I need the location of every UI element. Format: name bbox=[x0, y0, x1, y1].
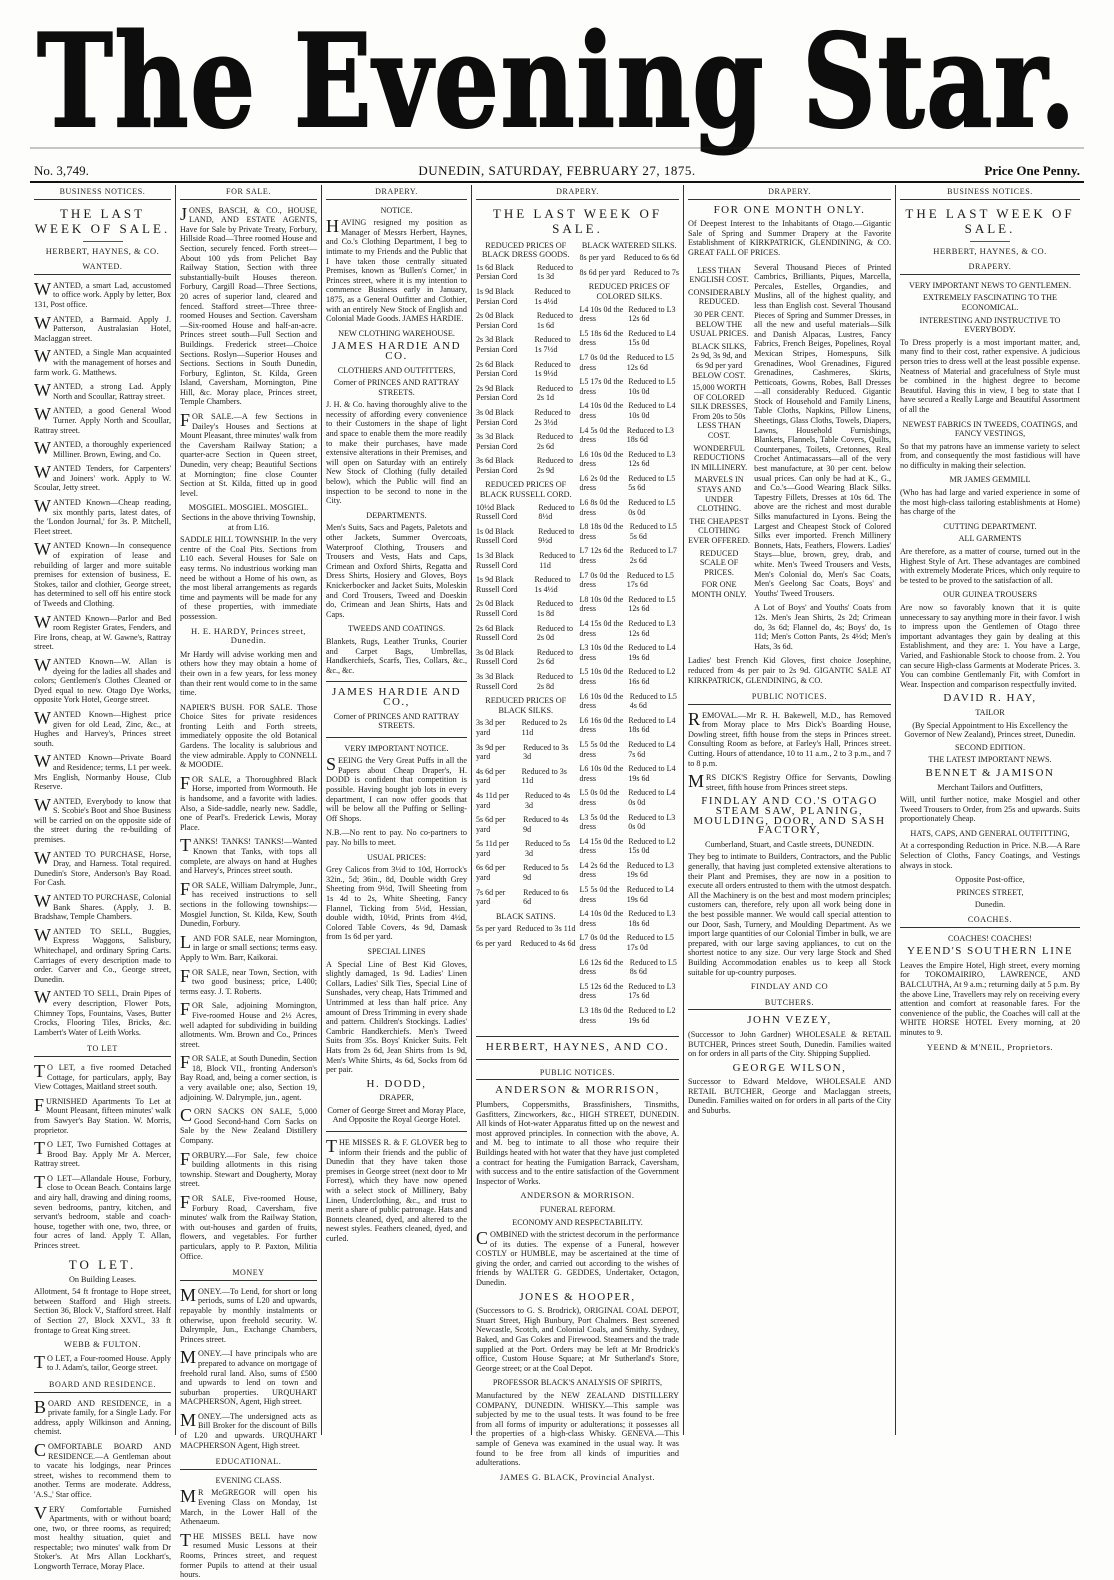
price-row: 3s 0d Black Persian Cord Reduced to 2s 3½d bbox=[476, 407, 571, 427]
sale-side-labels bbox=[688, 263, 750, 657]
price-row: L4 2s 6d the dress Reduced to L3 19s 6d bbox=[579, 860, 674, 880]
firm-name: ANDERSON & MORRISON, bbox=[495, 1084, 660, 1097]
subhead: PROFESSOR BLACK'S ANALYSIS OF SPIRITS, bbox=[492, 1378, 663, 1388]
classified-ad: REMOVAL.—Mr R. H. Bakewell, M.D., has Removed from Moray place to Mrs Dick's Boarding House, Dowling street, fifth house from the steps in Princes street. Consulting Room as before, at Farley's Hall, Princes street. Cutting. Hours of attendance, 10 to 11 a.m., 2 to 3 p.m., and 7 to 8 p.m. bbox=[688, 708, 891, 768]
classified-ad: VERY Comfortable Furnished Apartments, with or without board; one, two, or three rooms, as required; most healthy situation, quiet and respectable; two minutes' walk from Dr Stoker's. At Mrs Allan Lockhart's, Longworth Terrace, Moray Place. bbox=[34, 1502, 171, 1572]
subhead: SECOND EDITION. bbox=[954, 742, 1026, 752]
firm-name: JONES & HOOPER, bbox=[519, 1290, 636, 1303]
price-row: L4 5s 0d the dress Reduced to L3 18s 6d bbox=[579, 425, 674, 445]
sale-columns bbox=[688, 263, 891, 657]
ad-body: Are now so favorably known that it is quite unnecessary to say anything more in their favor. I wish to impress upon the Gentlemen of Otago three important advantages they gain by dealing at this Establishment, and they are: 1. You have a Large, Varied, and Fashionable Stock to choose from. 2. You can secure High-class Garments at Moderate Prices. 3. You can combine Gentlemanly Fit, with Comfort in Wear. Inspection and comparison respectfully invited. bbox=[900, 603, 1080, 689]
classified-ad: WANTED TO SELL, Buggies, Express Waggons, Salisbury, Whitechapel, and ordinary Spring Carts. Carriages of every description made to order. Carver and Co., George street, Dunedin. bbox=[34, 924, 171, 984]
section-header: DRAPERY. bbox=[476, 185, 679, 200]
classified-ad: MOSGIEL. MOSGIEL. MOSGIEL. Sections in the above thriving Township, at from L16. bbox=[181, 503, 316, 532]
classified-ad: FOR SALE, a Thoroughbred Black Horse, imported from Wormouth. He is handsome, and a favorite with ladies. Also, a Side-saddle, nearly new. Saddle, one of Pearl's. Frederick Lewis, Moray Place. bbox=[180, 772, 317, 832]
price-row: L7 0s 0d the dress Reduced to L5 17s 6d bbox=[579, 570, 674, 590]
ad-intro: Of Deepest Interest to the Inhabitants of Otago.—Gigantic Sale of Spring and Summer Drapery at the Favorite Establishment of KIRKPATRICK, GLENDINING, & CO. GREAT FALL OF PRICES. bbox=[688, 219, 891, 257]
price-row: L8 10s 0d the dress Reduced to L5 12s 6d bbox=[579, 594, 676, 614]
price-row: L5 5s 0d the dress Reduced to L4 19s 6d bbox=[579, 885, 674, 904]
subhead: THE LATEST IMPORTANT NEWS. bbox=[928, 755, 1052, 765]
price-row: L6 12s 6d the dress Reduced to L5 8s 6d bbox=[579, 957, 677, 977]
price-row: L4 10s 0d the dress Reduced to L3 12s 6d bbox=[579, 304, 676, 324]
classified-ad: SADDLE HILL TOWNSHIP. In the very centre of the Coal Pits. Sections from L10 each. Several Houses for Sale on easy terms. No industrious working man need be without a Home of his own, as the most liberal arrangements as regards time and payments will be made for any of these properties, with immediate possession. bbox=[180, 535, 317, 621]
sale-headline: THE LAST WEEK OF SALE. bbox=[34, 205, 171, 236]
price-row: 3s 9d per yard Reduced to 3s 3d bbox=[476, 742, 569, 762]
signoff: JAMES G. BLACK, Provincial Analyst. bbox=[499, 1471, 656, 1482]
section-header: BUSINESS NOTICES. bbox=[900, 185, 1080, 200]
price-row: 6s per yard Reduced to 4s 6d bbox=[476, 939, 576, 949]
price-column-left bbox=[476, 238, 576, 1031]
price-title: REDUCED PRICES OF BLACK SILKS. bbox=[485, 696, 567, 715]
price-row: L6 8s 0d the dress Reduced to L5 0s 0d bbox=[579, 498, 676, 517]
subhead: NEWEST FABRICS IN TWEEDS, COATINGS, and FANCY VESTINGS, bbox=[902, 419, 1078, 439]
publication-date: DUNEDIN, SATURDAY, FEBRUARY 27, 1875. bbox=[418, 163, 696, 178]
section-header: EDUCATIONAL. bbox=[180, 1455, 317, 1470]
subhead: OUR GUINEA TROUSERS bbox=[942, 590, 1037, 600]
column-business-notices-right bbox=[896, 185, 1084, 1435]
price-row: L5 17s 0d the dress Reduced to L5 10s 0d bbox=[579, 377, 676, 396]
price-column-right bbox=[580, 238, 680, 1031]
signoff: YEEND & M'NEIL, Proprietors. bbox=[926, 1041, 1054, 1052]
classified-ad: TO LET—Allandale House, Forbury, close to Ocean Beach. Contains large and airy hall, drawing and dining rooms, seven bedrooms, pantry, kitchen, and servant's bedroom, stable and coach-house, together with one, two, three, or four acres of land. Apply T. Allan, Princes street. bbox=[34, 1171, 171, 1251]
price-row: 1s 9d Black Persian Cord Reduced to 1s 4½d bbox=[476, 286, 571, 306]
firm-location: Corner of George Street and Moray Place, And Opposite the Royal George Hotel. bbox=[327, 1105, 466, 1125]
side-label: WONDERFUL REDUCTIONS IN MILLINERY. bbox=[690, 443, 748, 472]
price-row: L5 0s 0d the dress Reduced to L4 0s 0d bbox=[579, 788, 676, 807]
price-row: L8 18s 0d the dress Reduced to L5 5s 6d bbox=[579, 522, 677, 541]
price-row: L3 5s 0d the dress Reduced to L3 0s 0d bbox=[579, 812, 676, 832]
price-row: L5 18s 6d the dress Reduced to L4 15s 0d bbox=[579, 328, 676, 348]
classified-ad: Mr Hardy will advise working men and others how they may obtain a home of their own in a few years, for less money than their rent would come to in the same time. bbox=[180, 649, 317, 698]
firm-location: Cumberland, Stuart, and Castle streets, DUNEDIN. bbox=[705, 839, 874, 849]
subhead: MR JAMES GEMMILL bbox=[949, 475, 1031, 485]
classified-ad: FOR SALE, Five-roomed House, Forbury Road, Caversham, five minutes' walk from the Railway Station, with out-houses and garden of fruits, flowers, and vegetables. For further particulars, apply to P. Paxton, Militia Office. bbox=[180, 1192, 317, 1261]
divider bbox=[970, 241, 1010, 242]
sale-main-text bbox=[754, 263, 891, 657]
price-row: L5 5s 0d the dress Reduced to L4 7s 6d bbox=[579, 739, 676, 759]
column-drapery-hardie bbox=[322, 185, 472, 1435]
subhead: EVENING CLASS. bbox=[215, 1475, 282, 1485]
classified-ad: THE MISSES BELL have now resumed Music Lessons at their Rooms, Princes street, and request former Pupils to attend at their usual hours. bbox=[180, 1529, 317, 1580]
firm-subtitle: DRAPER, bbox=[379, 1093, 414, 1103]
issue-number: No. 3,749. bbox=[34, 163, 89, 178]
price-row: 2s 6d Black Persian Cord Reduced to 1s 9½d bbox=[476, 359, 571, 379]
side-label: CONSIDERABLY REDUCED. bbox=[688, 287, 751, 307]
classified-ad: BOARD AND RESIDENCE, in a private family, for a Single Lady. For address, apply Wilkinson and Anning, chemist. bbox=[34, 1396, 171, 1437]
price-row: 3s 6d Black Persian Cord Reduced to 2s 9d bbox=[476, 456, 574, 475]
classified-ad: FORBURY.—For Sale, few choice building allotments in this rising township. Stewart and Dougherty, Moray street. bbox=[180, 1148, 317, 1189]
side-label: LESS THAN ENGLISH COST. bbox=[689, 265, 749, 285]
section-header: DRAPERY. bbox=[688, 185, 891, 200]
price-row: L3 18s 0d the dress Reduced to L2 19s 6d bbox=[579, 1006, 676, 1025]
classified-ad: HAVING resigned my position as Manager of Messrs Herbert, Haynes, and Co.'s Clothing Department, I beg to intimate to my Friends and the Public that I have taken those centrally situated Premises, known as 'Bullen's Corner,' in Princes street, where it is my intention to commence Business early in January, 1875, as a General Outfitter and Clothier, with an entirely New Stock of English and Colonial Made Goods. JAMES HARDIE. bbox=[326, 216, 467, 324]
classified-ad: WANTED Known—Private Board and Residence; terms, L1 per week. Mrs English, Normanby House, Club Reserve. bbox=[34, 751, 171, 792]
svg-text:The Evening Star.: The Evening Star. bbox=[37, 7, 1077, 157]
signoff: H. E. HARDY, Princes street, Dunedin. bbox=[191, 625, 306, 646]
ad-body: At a corresponding Reduction in Price. N.B.—A Rare Selection of Cloths, Fancy Coatings, and Vestings always in stock. bbox=[900, 841, 1080, 870]
classified-ad: MRS DICK'S Registry Office for Servants, Dowling street, fifth house from Princes street steps. bbox=[688, 771, 891, 792]
sale-headline: THE LAST WEEK OF SALE. bbox=[905, 205, 1075, 236]
section-header: BUSINESS NOTICES. bbox=[34, 185, 171, 200]
ad-body: So that my patrons have an immense variety to select from, and consequently the most fastidious will have no difficulty in making their selection. bbox=[900, 441, 1080, 470]
price-row: L4 10s 0d the dress Reduced to L3 18s 6d bbox=[579, 909, 676, 928]
price-row: 6s 6d per yard Reduced to 5s 9d bbox=[476, 863, 569, 883]
ad-body: COMBINED with the strictest decorum in the performance of its duties. The expense of a Funeral, however COSTLY or HUMBLE, may be ascertained at the time of giving the order, and carried out according to the wishes of friends by WALTER G. GEDDES, Undertaker, Octagon, Dunedin. bbox=[476, 1228, 679, 1288]
subhead: USUAL PRICES: bbox=[366, 852, 427, 862]
price-row: 2s 9d Black Persian Cord Reduced to 2s 1d bbox=[476, 383, 574, 403]
classified-ad: TO LET, a five roomed Detached Cottage, for particulars, apply, Bay View Cottages, Maitland street south. bbox=[34, 1060, 171, 1092]
classified-ad: FOR SALE, William Dalrymple, Junr., has received instructions to sell sections in the following townships:—Mosgiel Junction, St. Kilda, Kew, South Dunedin, Forbury. bbox=[180, 878, 317, 929]
firm-location: PRINCES STREET, bbox=[956, 887, 1024, 897]
subhead: FUNERAL REFORM. bbox=[539, 1204, 616, 1214]
ad-body: They beg to intimate to Builders, Contractors, and the Public generally, that having just completed extensive alterations to their Plant and Premises, they are now in a position to execute all orders entrusted to them with the utmost despatch. All the Machinery is on the best and most modern principles; customers can, therefore, rely upon all work being done in the best possible manner. We would call special attention to our Door, Sash, Turnery, and Moulding Department. As we import large quantities of our Colonial Timber in bulk, we are prepared, with our large saving appliances, to cut on the shortest notice to any size. Our very large Stock and Shed Building Accommodation enables us to keep all Stock suitable for up-country purposes. bbox=[688, 852, 891, 977]
classified-ad: TO LET, a Four-roomed House. Apply to J. Adam's, tailor, George street. bbox=[34, 1351, 171, 1373]
subhead: INTERESTING AND INSTRUCTIVE TO EVERYBODY. bbox=[919, 315, 1061, 335]
subhead: ALL GARMENTS bbox=[958, 534, 1022, 544]
classified-ad: WANTED, a smart Lad, accustomed to office work. Apply by letter, Box 131, Post office. bbox=[34, 278, 171, 309]
classified-ad: MONEY.—The undersigned acts as Bill Broker for the discount of Bills of L20 and upwards. URQUHART MACPHERSON Agent, High street. bbox=[180, 1409, 317, 1450]
classified-ad: FOR SALE.—A few Sections in Dailey's Houses and Sections at Mount Pleasant, three minutes' walk from the Caversham Railway Station; a quarter-acre Section in Queen street, Dunedin, very cheap; Beautiful Sections at Mornington; fine close Counter Section at St. Kilda, fitted up in good level. bbox=[180, 410, 317, 498]
price-title: REDUCED PRICES OF BLACK DRESS GOODS. bbox=[481, 240, 570, 260]
firm-location: Corner of PRINCES AND RATTRAY STREETS. bbox=[333, 711, 460, 731]
subhead: TWEEDS AND COATINGS. bbox=[347, 624, 446, 634]
firm-name: HERBERT, HAYNES, AND CO. bbox=[485, 1041, 670, 1054]
side-label: 15,000 WORTH OF COLORED SILK DRESSES, From 20s to 50s LESS THAN COST. bbox=[690, 383, 748, 441]
firm-name: JOHN VEZEY, bbox=[747, 1014, 832, 1027]
price-row: 10½d Black Russell Cord Reduced to 8½d bbox=[476, 502, 575, 522]
subhead: DEPARTMENTS. bbox=[366, 510, 427, 520]
price-row: 2s 6d Black Russell Cord Reduced to 2s 0d bbox=[476, 623, 574, 643]
classified-ad: MONEY.—I have principals who are prepared to advance on mortgage of freehold rural land. Also, sums of £500 and upwards to lend on town and suburban properties. URQUHART MACPHERSON, Agent, High street. bbox=[180, 1347, 317, 1407]
leasing-text: Allotment, 54 ft frontage to Hope street, between Stafford and High streets. Section 36, Block V., Stafford street. Half of Section 27, Block XXVI., 33 ft frontage to Great King street. bbox=[34, 1287, 171, 1335]
product-list: Blankets, Rugs, Leather Trunks, Courier and Carpet Bags, Umbrellas, Handkerchiefs, Scarfs, Ties, Collars, &c., &c., &c. bbox=[326, 636, 467, 675]
classified-ad: FURNISHED Apartments To Let at Mount Pleasant, fifteen minutes' walk from Sawyer's Bay Station. W. Morris, proprietor. bbox=[34, 1094, 171, 1135]
section-header: BUTCHERS. bbox=[688, 996, 891, 1011]
signoff: HERBERT, HAYNES, & CO. bbox=[45, 245, 160, 256]
price-row: 3s 3d per yard Reduced to 2s 11d bbox=[476, 718, 567, 737]
classified-ad: WANTED, Everybody to know that S. Scobie's Boot and Shoe Business will be carried on on the opposite side of the street during the re-building of premises. bbox=[34, 794, 171, 845]
classified-ad: WANTED, a Barmaid. Apply J. Patterson, Australasian Hotel, Maclaggan street. bbox=[34, 312, 171, 343]
price-row: 3s 3d Black Russell Cord Reduced to 2s 8d bbox=[476, 671, 574, 691]
ad-body: To Dress properly is a most important matter, and, many find to their cost, rather expensive. A judicious person tries to dress well at the least possible expense. Neatness of Material and gracefulness of Style must be combined in the highest degree to become Beautiful. Having this in view, I beg to state that I have secured a Really Large and Beautiful Assortment of all the bbox=[900, 337, 1080, 414]
classified-ad: TANKS! TANKS! TANKS!—Wanted Known that Tanks, with tops all complete, are always on hand at Hughes and Harvey's, Princes street south. bbox=[180, 835, 317, 876]
side-label: BLACK SILKS, 2s 9d, 3s 9d, and 6s 9d per yard BELOW COST. bbox=[691, 341, 747, 380]
price-row: L7 0s 0d the dress Reduced to L5 17s 0d bbox=[579, 933, 674, 953]
classified-ad: FOR SALE, near Town, Section, with two good business; price, L400; terms easy. J. T. Roberts. bbox=[180, 965, 317, 996]
classified-ad: CORN SACKS ON SALE, 5,000 Good Second-hand Corn Sacks on Sale by the New Zealand Distillery Company. bbox=[180, 1105, 317, 1146]
notice-title: VERY IMPORTANT NOTICE. bbox=[344, 743, 449, 753]
firm-name: H. DODD, bbox=[366, 1077, 427, 1090]
ad-footer: Ladies' best French Kid Gloves, first choice Josephine, reduced from 4s per pair to 2s 9d. GIGANTIC SALE AT KIRKPATRICK, GLENDINING, & CO. bbox=[688, 656, 891, 685]
firm-subtitle: CLOTHIERS AND OUTFITTERS, bbox=[337, 365, 456, 375]
firm-name: DAVID R. HAY, bbox=[943, 692, 1037, 705]
firm-subtitle: TAILOR bbox=[975, 707, 1005, 717]
price-row: 5s 6d per yard Reduced to 4s 9d bbox=[476, 815, 569, 834]
ad-body: Plumbers, Coppersmiths, Brassfinishers, Tinsmiths, Gasfitters, Zincworkers, &c., HIGH STREET, DUNEDIN. All kinds of Hot-water Apparatus fitted up on the newest and most approved principles. In connection with the above, A. and M. beg to intimate to all those who require their Buildings heated with hot water that they have just completed a contract for heating the Fumigation Barrack, Caversham, with success and to the entire satisfaction of the Government Inspector of Works. bbox=[476, 1099, 679, 1186]
section-header: WANTED. bbox=[34, 260, 171, 275]
price-row: L6 16s 0d the dress Reduced to L4 18s 6d bbox=[579, 715, 676, 735]
price-row: 5s per yard Reduced to 3s 11d bbox=[476, 924, 576, 934]
side-label: 30 PER CENT. BELOW THE USUAL PRICES. bbox=[689, 309, 749, 339]
classified-ad: WANTED TO SELL, Drain Pipes of every description, Flower Pots, Chimney Tops, Fountains, Vases, Butter Crocks, Flooring Tiles, Bricks, &c. Lambert's Water of Leith Works. bbox=[34, 987, 171, 1037]
price-row: L7 0s 0d the dress Reduced to L5 12s 6d bbox=[579, 352, 674, 372]
classified-ad: TO LET, Two Furnished Cottages at Brood Bay. Apply Mr A. Mercer, Rattray street. bbox=[34, 1138, 171, 1169]
firm-name: GEORGE WILSON, bbox=[732, 1061, 847, 1074]
ad-body: Leaves the Empire Hotel, High street, every morning for TOKOMAIRIRO, LAWRENCE, AND BALCLUTHA, At 9 a.m.; returning daily at 5 p.m. By the above Line, Travellers may rely on receiving every attention and comfort at reasonable fares. For the convenience of the public, the Coaches will call at the WHITE HORSE HOTEL Every morning, at 20 minutes to 9. bbox=[900, 960, 1080, 1037]
classified-ad: MONEY.—To Lend, for short or long periods, sums of L20 and upwards, repayable by monthly instalments or otherwise, upon freehold security. W. Dalrymple, Jun., Exchange Chambers, Princes street. bbox=[180, 1284, 317, 1344]
firm-name: JAMES HARDIE AND CO., bbox=[331, 686, 462, 708]
firm-name: BENNET & JAMISON bbox=[925, 766, 1055, 779]
column-drapery-prices bbox=[472, 185, 684, 1482]
divider bbox=[326, 737, 467, 738]
ad-body: Are therefore, as a matter of course, turned out in the Highest Style of Art. These advantages are combined with extremely Moderate Prices, which only require to be tested to be proved to the satisfaction of all. bbox=[900, 547, 1080, 585]
classified-ad: LAND FOR SALE, near Mornington, in large or small sections; terms easy. Apply to Wm. Barr, Kaikorai. bbox=[180, 931, 317, 962]
price-row: L6 10s 0d the dress Reduced to L4 19s 6d bbox=[579, 764, 676, 783]
divider bbox=[326, 1131, 467, 1132]
signoff: ANDERSON & MORRISON. bbox=[520, 1190, 635, 1201]
price-row: 1s 3d Black Russell Cord Reduced to 11d bbox=[476, 551, 576, 570]
classified-ad: WANTED TO PURCHASE, Horse, Dray, and Harness. Total required. Dunedin's Store, Anderson's Bay Road. For Cash. bbox=[34, 847, 171, 888]
leasing-signoff: WEBB & FULTON. bbox=[63, 1339, 142, 1350]
price-row: 4s 6d per yard Reduced to 3s 11d bbox=[476, 766, 567, 786]
subhead: HATS, CAPS, AND GENERAL OUTFITTING, bbox=[910, 828, 1070, 838]
leasing-subhead: On Building Leases. bbox=[68, 1274, 137, 1284]
ad-body: Manufactured by the NEW ZEALAND DISTILLERY COMPANY, DUNEDIN. WHISKY.—This sample was subjected by me to the usual tests. It was found to be free from all forms of impurity or adulterations; it possesses all the properties of a high-class Whisky. GENEVA.—This sample of Geneva was examined in the usual way. It was found to be free from all kinds of impurities and adulterations. bbox=[476, 1391, 679, 1468]
price: Price One Penny. bbox=[984, 163, 1080, 178]
price-row: 7s 6d per yard Reduced to 6s 6d bbox=[476, 887, 569, 907]
divider bbox=[326, 681, 467, 682]
price-row: L4 15s 0d the dress Reduced to L3 12s 6d bbox=[579, 619, 676, 638]
price-row: 1s 9d Black Russell Cord Reduced to 1s 4½d bbox=[476, 575, 571, 594]
classified-ad: FOR Sale, adjoining Mornington, Five-roomed House and 2½ Acres, well adapted for subdividing in building allotments. Wm. Brown and Co., Princes street. bbox=[180, 999, 317, 1049]
price-row: 1s 6d Black Persian Cord Reduced to 1s 3d bbox=[476, 262, 574, 282]
ad-note: N.B.—No rent to pay. No co-partners to pay. No bills to meet. bbox=[326, 828, 467, 848]
price-title: REDUCED PRICES OF COLORED SILKS. bbox=[588, 282, 670, 301]
signoff: HERBERT, HAYNES, & CO. bbox=[933, 245, 1047, 256]
price-row: 2s 3d Black Persian Cord Reduced to 1s 7½d bbox=[476, 335, 571, 354]
price-row: L6 10s 0d the dress Reduced to L5 4s 6d bbox=[579, 691, 677, 711]
price-title: BLACK SATINS. bbox=[495, 911, 556, 921]
ad-body: Several Thousand Pieces of Printed Cambrics, Brilliants, Piques, Marcella, Percales, Estelles, Organdies, and Muslins, all of the highest quality, and less than English cost. Several Thousand Pieces of Spring and Summer Dresses, in all the new and useful materials—Silk and Danish Alpacas, Lustres, Fancy Fabrics, French Beiges, Popelines, Royal Mexican Stripes, Homespuns, Silk Grenadines, Wool Grenadines, Figured Grenadines, Cashmeres, Skirts, Petticoats, Gowns, Robes, Ball Dresses—all considerably Reduced. Gigantic Stock of Household and Family Linens, Table Cloths, Napkins, Pillow Linens, Sheetings, Glass Cloths, Towels, Diapers, Lawns, Household Furnishings, Blankets, Flannels, Table Covers, Quilts, Counterpanes, Toilets, Cretonnes, Real Crochet Antimacassars—all of the very best manufacture, at 30 per cent. below usual prices. Can only be had at K., G., and Co.'s—Good Wearing Black Silks. Tapestry Fillets, Dresses at 10s 6d. The above are the richest and most durable Silks manufactured in Lyons. Being the Largest and Cheapest Stock of Colored Silks ever imported. French Millinery Bonnets, Hats, Feathers, Flowers. Ladies' Stays—blue, brown, grey, drab, and white. Men's Tweed Trousers and Vests, Men's Colonial do, Men's Sac Coats, Men's Geelong Sac Coats, Boys' and Youths' Tweed Trousers. bbox=[754, 262, 891, 598]
firm-subtitle: Merchant Tailors and Outfitters, bbox=[937, 782, 1043, 792]
ad-body: (Successor to John Gardner) WHOLESALE & RETAIL BUTCHER, Princes street South, Dunedin. Families waited on for orders in all parts of the City. Shipping Supplied. bbox=[688, 1029, 891, 1059]
notice-title: NOTICE. bbox=[380, 205, 413, 215]
classified-ad: WANTED Known—Cheap reading, six monthly parts, latest dates, of the 'London Journal,' for 3s. P. Mitchell, Fleet street. bbox=[34, 496, 171, 536]
side-label: THE CHEAPEST CLOTHING EVER OFFERED. bbox=[688, 516, 750, 545]
masthead-title bbox=[30, 8, 1084, 158]
subhead: CUTTING DEPARTMENT. bbox=[943, 521, 1037, 531]
side-label: MARVELS IN STAYS AND UNDER CLOTHING. bbox=[694, 475, 744, 514]
price-row: L7 12s 6d the dress Reduced to L7 2s 6d bbox=[579, 546, 677, 566]
classified-ad: WANTED Known—Parlor and Bed room Register Grates, Fenders, and Fire Irons, cheap, at W. Gawne's, Rattray street. bbox=[34, 611, 171, 652]
classified-ad: MR McGREGOR will open his Evening Class on Monday, 1st March, in the Lower Hall of the Athenaeum. bbox=[180, 1486, 317, 1527]
section-header: PUBLIC NOTICES. bbox=[688, 690, 891, 705]
column-for-sale bbox=[176, 185, 322, 1580]
subhead: COACHES! COACHES! bbox=[948, 933, 1032, 943]
ad-body: Will, until further notice, make Mosgiel and other Tweed Trousers to Order, from 25s and upwards. Suits proportionately Cheap. bbox=[900, 795, 1080, 824]
price-row: 4s 11d per yard Reduced to 4s 3d bbox=[476, 790, 571, 810]
price-list: A Special Line of Best Kid Gloves, slightly damaged, 1s 9d. Ladies' Linen Collars, Ladies' Silk Ties, Special Line of Sunshades, very cheap, Hats Trimmed and Untrimmed at less than half price. Any amount of Dress Trimming in every shade and pattern. Children's Stockings. Ladies' Cambric Handkerchiefs. Men's Tweed Suits from 35s. Boys' Knicker Suits. Felt Hats from 2s 6d, Jean Shirts from 1s 9d, Men's White Shirts, 4s 6d, Socks from 6d per pair. bbox=[326, 959, 467, 1075]
sale-headline: THE LAST WEEK OF SALE. bbox=[492, 205, 663, 236]
price-row: 8s 6d per yard Reduced to 7s bbox=[579, 267, 679, 277]
side-label: REDUCED SCALE OF PRICES. bbox=[699, 548, 739, 577]
classified-ad: THE MISSES R. & F. GLOVER beg to inform their friends and the public of Dunedin that they have taken those premises in George street (next door to Mr Forrest), which they have now opened with a select stock of Millinery, Baby Linen, Underclothing, &c., and trust to merit a share of public patronage. Hats and Bonnets cleaned, dyed, and altered to the newest styles. Feathers cleaned, dyed, and curled. bbox=[326, 1136, 467, 1243]
price-row: L4 15s 0d the dress Reduced to L2 15s 0d bbox=[579, 836, 676, 856]
section-header: DRAPERY. bbox=[900, 260, 1080, 275]
sale-headline: FOR ONE MONTH ONLY. bbox=[713, 203, 866, 216]
firm-location: Dunedin. bbox=[974, 900, 1006, 910]
ad-body: (Who has had large and varied experience in some of the most high-class tailoring establishments at Home) has charge of the bbox=[900, 488, 1080, 517]
firm-location: Opposite Post-office, bbox=[955, 875, 1025, 885]
section-header: TO LET bbox=[34, 1042, 171, 1057]
firm-name: YEEND'S SOUTHERN LINE bbox=[906, 945, 1074, 958]
price-row: 2s 0d Black Russell Cord Reduced to 1s 8d bbox=[476, 599, 574, 618]
header-rule bbox=[30, 181, 1084, 183]
price-row: 2s 0d Black Persian Cord Reduced to 1s 6d bbox=[476, 311, 574, 330]
price-list: Grey Calicos from 3½d to 10d, Horrock's 32in., 5d; 36in., 8d, Double width Grey Sheeting from 9½d, Twill Sheeting from 1s 4d to 2s, White Sheeting, Fancy Flannel, Ticking from 5½d, Hessian, double width, 10½d, Prints from 4½d, Colored Table Covers, 4s 9d, Damask from 1s 6d per yard. bbox=[326, 865, 467, 942]
price-title: BLACK WATERED SILKS. bbox=[581, 240, 677, 250]
classified-ad: WANTED Known—W. Allan is dyeing for the ladies all shades and colors; Gentlemen's Clothes Cleaned or Dyed equal to new. Otago Dye Works, opposite York Hotel, George street. bbox=[34, 654, 171, 705]
divider bbox=[476, 1036, 679, 1037]
section-header: FOR SALE. bbox=[180, 185, 317, 200]
classified-ad: NAPIER'S BUSH. FOR SALE. Those Choice Sites for private residences fronting Leith and Forth streets, immediately opposite the old Botanical Gardens. The locality is salubrious and the view admirable. Apply to CONNELL & MOODIE. bbox=[180, 702, 317, 770]
firm-name: FINDLAY AND CO.'S OTAGO STEAM SAW, PLANING, MOULDING, DOOR, AND SASH FACTORY, bbox=[693, 795, 886, 837]
classified-ad: FOR SALE, at South Dunedin, Section 18, Block VII., fronting Anderson's Bay Road, and, being a corner section, is a very available one; also, Section 19, adjoining. W. Dalrymple, jun., agent. bbox=[180, 1052, 317, 1102]
signoff: FINDLAY AND CO bbox=[750, 981, 829, 992]
classified-ad: WANTED Known—Highest price given for old Lead, Zinc, &c., at Hughes and Harvey's, Princes street south. bbox=[34, 707, 171, 748]
price-columns bbox=[476, 238, 679, 1031]
classified-ad: WANTED TO PURCHASE, Colonial Bank Shares. (Apply, J. B. Bradshaw, Temple Chambers. bbox=[34, 891, 171, 922]
classified-ad: WANTED, a Single Man acquainted with the management of horses and farm work. G. Matthews. bbox=[34, 346, 171, 377]
price-row: L6 10s 0d the dress Reduced to L3 12s 6d bbox=[579, 449, 676, 469]
section-header: PUBLIC NOTICES. bbox=[476, 1066, 679, 1081]
price-row: 3s 0d Black Russell Cord Reduced to 2s 6d bbox=[476, 647, 574, 667]
dateline bbox=[30, 163, 1084, 179]
subhead: ECONOMY AND RESPECTABILITY. bbox=[512, 1217, 643, 1227]
masthead bbox=[30, 8, 1084, 158]
price-row: L4 10s 0d the dress Reduced to L4 10s 0d bbox=[579, 401, 676, 420]
side-label: FOR ONE MONTH ONLY. bbox=[691, 580, 747, 599]
section-header: DRAPERY. bbox=[326, 185, 467, 200]
price-row: 8s per yard Reduced to 6s 6d bbox=[579, 253, 679, 263]
ad-body: J. H. & Co. having thoroughly alive to the necessity of affording every convenience to their Customers in the shape of light and space to enable them the more readily to make their purchases, have made extensive alterations in their Premises, and will open on Saturday with an entirely New Stock of Clothing (fully detailed below), which the Public will find an inspection to be second to none in the City. bbox=[326, 400, 467, 506]
classified-ad: JONES, BASCH, & CO., HOUSE, LAND, AND ESTATE AGENTS, Have for Sale by Private Treaty, Forbury, Hillside Road—Three roomed House and Section, securely fenced. Forth street—About 100 yds from Pelichet Bay Railway Station, Section with three substantially-built Houses thereon. Forbury, Cargill Road—Three Sections, 20 acres of superior land, cleared and fenced. Stafford street—Three three-roomed Houses and Section. Caversham—Six-roomed House and half-an-acre. Princes street south—Full Section and Buildings. Frederick street—Choice Sections. Roslyn—Superior Houses and Sections. Sections in South Dunedin, Forbury, Eglinton, St. Kilda, Green Island, Caversham, Mornington, Pine Hill, &c. Moray place, Princes street, Temple Chambers. bbox=[180, 203, 317, 407]
subhead: NEW CLOTHING WAREHOUSE. bbox=[338, 328, 455, 338]
department-list: Men's Suits, Sacs and Pagets, Paletots and other Jackets, Summer Overcoats, Waterproof Clothing, Trousers and Trousers and Vests, Hats and Caps, Crimean and Oxford Shirts, Regatta and Dress Shirts, Hosiery and Gloves, Boys Knickerbocker and Jacket Suits, Moleskin and Cord Trousers, Tweed and Doeskin do, Crimean and Jean Shirts, Hats and Caps. bbox=[326, 523, 467, 619]
subhead: VERY IMPORTANT NEWS TO GENTLEMEN. bbox=[908, 280, 1072, 290]
ad-body: SEEING the Very Great Puffs in all the Papers about Cheap Draper's, H. DODD is confident that competition is possible. Having bought job lots in every department, I can now offer goods that will be below all the Puffing or Selling-Off Shops. bbox=[326, 754, 467, 823]
section-header: MONEY bbox=[180, 1266, 317, 1281]
classified-ad: WANTED Known—In consequence of expiration of lease and rebuilding of larger and more suitable premises for extension of business, E. Stokes, tailor and clothier, George street, has determined to sell off his entire stock of Tweeds and Clothing. bbox=[34, 539, 171, 608]
section-header: COACHES. bbox=[900, 913, 1080, 928]
columns bbox=[30, 185, 1084, 1580]
subhead: EXTREMELY FASCINATING TO THE ECONOMICAL. bbox=[922, 293, 1058, 312]
price-row: L6 2s 0d the dress Reduced to L5 5s 6d bbox=[579, 473, 676, 493]
price-row: 5s 11d per yard Reduced to 5s 3d bbox=[476, 839, 571, 858]
classified-ad: COMFORTABLE BOARD AND RESIDENCE.—A Gentleman about to vacate his lodgings, near Princes street, wishes to recommend them to another. Terms are moderate. Address, 'A.S.,' Star office. bbox=[34, 1439, 171, 1499]
price-row: L3 10s 0d the dress Reduced to L4 19s 6d bbox=[579, 643, 676, 662]
subhead: SPECIAL LINES bbox=[367, 946, 426, 956]
column-kirkpatrick bbox=[684, 185, 896, 1435]
classified-ad: WANTED, a good General Wood Turner. Apply North and Scoullar, Rattray street. bbox=[34, 404, 171, 435]
divider bbox=[476, 1059, 679, 1060]
to-let-headline: TO LET. bbox=[68, 1256, 137, 1272]
firm-location: (By Special Appointment to His Excellency the Governor of New Zealand), Princes street, Dunedin. bbox=[904, 720, 1076, 740]
classified-ad: WANTED Tenders, for Carpenters' and Joiners' work. Apply to W. Scoular, Jetty street. bbox=[34, 462, 171, 493]
ad-body: Successor to Edward Meldove, WHOLESALE AND RETAIL BUTCHER, George and Maclaggan streets, Dunedin. Families waited on for orders in all parts of the City and Suburbs. bbox=[688, 1077, 891, 1116]
ad-body: A Lot of Boys' and Youths' Coats from 12s. Men's Jean Shirts, 2s 2d; Crimean do, 3s 6d; Flannel do, 4s; Boys' do, 1s 11d; Men's Cotton Pants, 2s 4½d; Men's Hats, 3s 6d. bbox=[754, 603, 891, 651]
ad-body: (Successors to G. S. Brodrick), ORIGINAL COAL DEPOT, Stuart Street, High Bunbury, Port Chalmers. Best screened Newcastle, Scotch, and Colonial Coals, and Smithy. Sydney, Baked, and Gas Cokes and Firewood. Steamers and the trade supplied at the Port. Orders may be left at Mr Brodrick's office, Custom House Square; at Mr Sutherland's Store, George street; or at the Coal Depot. bbox=[476, 1306, 679, 1373]
section-header: BOARD AND RESIDENCE. bbox=[34, 1378, 171, 1393]
classified-ad: WANTED, a strong Lad. Apply North and Scoullar, Rattray street. bbox=[34, 380, 171, 401]
firm-location: Corner of PRINCES AND RATTRAY STREETS. bbox=[333, 378, 460, 397]
divider bbox=[83, 241, 123, 242]
firm-name: JAMES HARDIE AND CO. bbox=[331, 340, 462, 362]
column-business-notices bbox=[30, 185, 176, 1572]
price-row: L5 12s 6d the dress Reduced to L3 17s 6d bbox=[579, 981, 676, 1001]
price-row: L5 10s 0d the dress Reduced to L2 16s 6d bbox=[579, 667, 676, 686]
price-row: 1s 0d Black Russell Cord Reduced to 9½d bbox=[476, 526, 575, 546]
price-title: REDUCED PRICES OF BLACK RUSSELL CORD. bbox=[479, 480, 572, 500]
classified-ad: WANTED, a thoroughly experienced Milliner. Brown, Ewing, and Co. bbox=[34, 438, 171, 459]
price-row: 3s 3d Black Persian Cord Reduced to 2s 6d bbox=[476, 432, 574, 451]
